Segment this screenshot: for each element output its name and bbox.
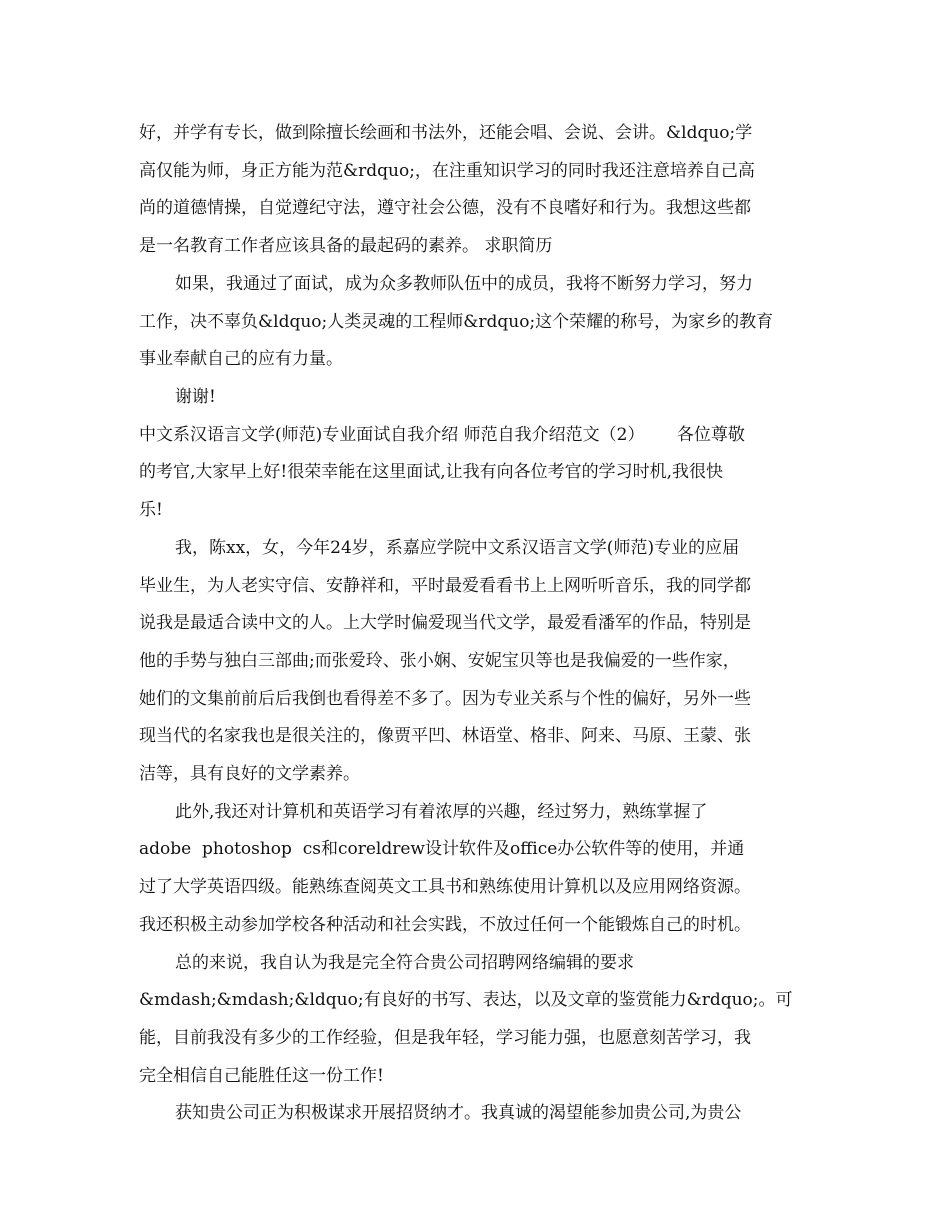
text-line: 如果，我通过了面试，成为众多教师队伍中的成员，我将不断努力学习，努力 <box>175 274 753 294</box>
text-line: 是一名教育工作者应该具备的最起码的素养。 求职简历 <box>139 236 553 256</box>
text-line: 我，陈xx，女，今年24岁，系嘉应学院中文系汉语言文学(师范)专业的应届 <box>175 538 740 558</box>
text-line: 的考官,大家早上好!很荣幸能在这里面试,让我有向各位考官的学习时机,我很快 <box>139 462 724 482</box>
text-line: 获知贵公司正为积极谋求开展招贤纳才。我真诚的渴望能参加贵公司,为贵公 <box>175 1103 742 1123</box>
text-line: 他的手势与独白三部曲;而张爱玲、张小娴、安妮宝贝等也是我偏爱的一些作家， <box>139 651 740 671</box>
text-line: 过了大学英语四级。能熟练查阅英文工具书和熟练使用计算机以及应用网络资源。 <box>139 877 751 897</box>
text-line: 能，目前我没有多少的工作经验，但是我年轻，学习能力强，也愿意刻苦学习，我 <box>139 1028 751 1048</box>
text-line: 好，并学有专长，做到除擅长绘画和书法外，还能会唱、会说、会讲。&ldquo;学 <box>139 123 753 143</box>
text-line: 乐! <box>139 500 163 520</box>
text-line: 我还积极主动参加学校各种活动和社会实践，不放过任何一个能锻炼自己的时机。 <box>139 915 751 935</box>
text-line: 洁等，具有良好的文学素养。 <box>139 764 360 784</box>
text-line: 高仅能为师，身正方能为范&rdquo;，在注重知识学习的同时我还注意培养自己高 <box>139 161 755 181</box>
text-line: 此外,我还对计算机和英语学习有着浓厚的兴趣，经过努力，熟练掌握了 <box>175 802 708 822</box>
text-line: &mdash;&mdash;&ldquo;有良好的书写、表达，以及文章的鉴赏能力&rdquo;。可 <box>139 990 793 1010</box>
text-line: 谢谢! <box>175 387 216 407</box>
text-line: 说我是最适合读中文的人。上大学时偏爱现当代文学，最爱看潘军的作品，特别是 <box>139 613 751 633</box>
text-line: 工作，决不辜负&ldquo;人类灵魂的工程师&rdquo;这个荣耀的称号，为家乡的教育 <box>139 312 774 332</box>
text-line: adobe photoshop cs和coreldrew设计软件及office办公软件等的使用，并通 <box>139 839 745 859</box>
text-line: 中文系汉语言文学(师范)专业面试自我介绍 师范自我介绍范文（2） 各位尊敬 <box>139 425 745 445</box>
text-line: 现当代的名家我也是很关注的，像贾平凹、林语堂、格非、阿来、马原、王蒙、张 <box>139 726 751 746</box>
text-line: 完全相信自己能胜任这一份工作! <box>139 1066 384 1086</box>
text-line: 事业奉献自己的应有力量。 <box>139 349 343 369</box>
text-line: 尚的道德情操，自觉遵纪守法，遵守社会公德，没有不良嗜好和行为。我想这些都 <box>139 198 751 218</box>
text-line: 总的来说，我自认为我是完全符合贵公司招聘网络编辑的要求 <box>175 953 634 973</box>
text-line: 她们的文集前前后后我倒也看得差不多了。因为专业关系与个性的偏好，另外一些 <box>139 689 751 709</box>
text-line: 毕业生，为人老实守信、安静祥和，平时最爱看看书上上网听听音乐，我的同学都 <box>139 576 751 596</box>
